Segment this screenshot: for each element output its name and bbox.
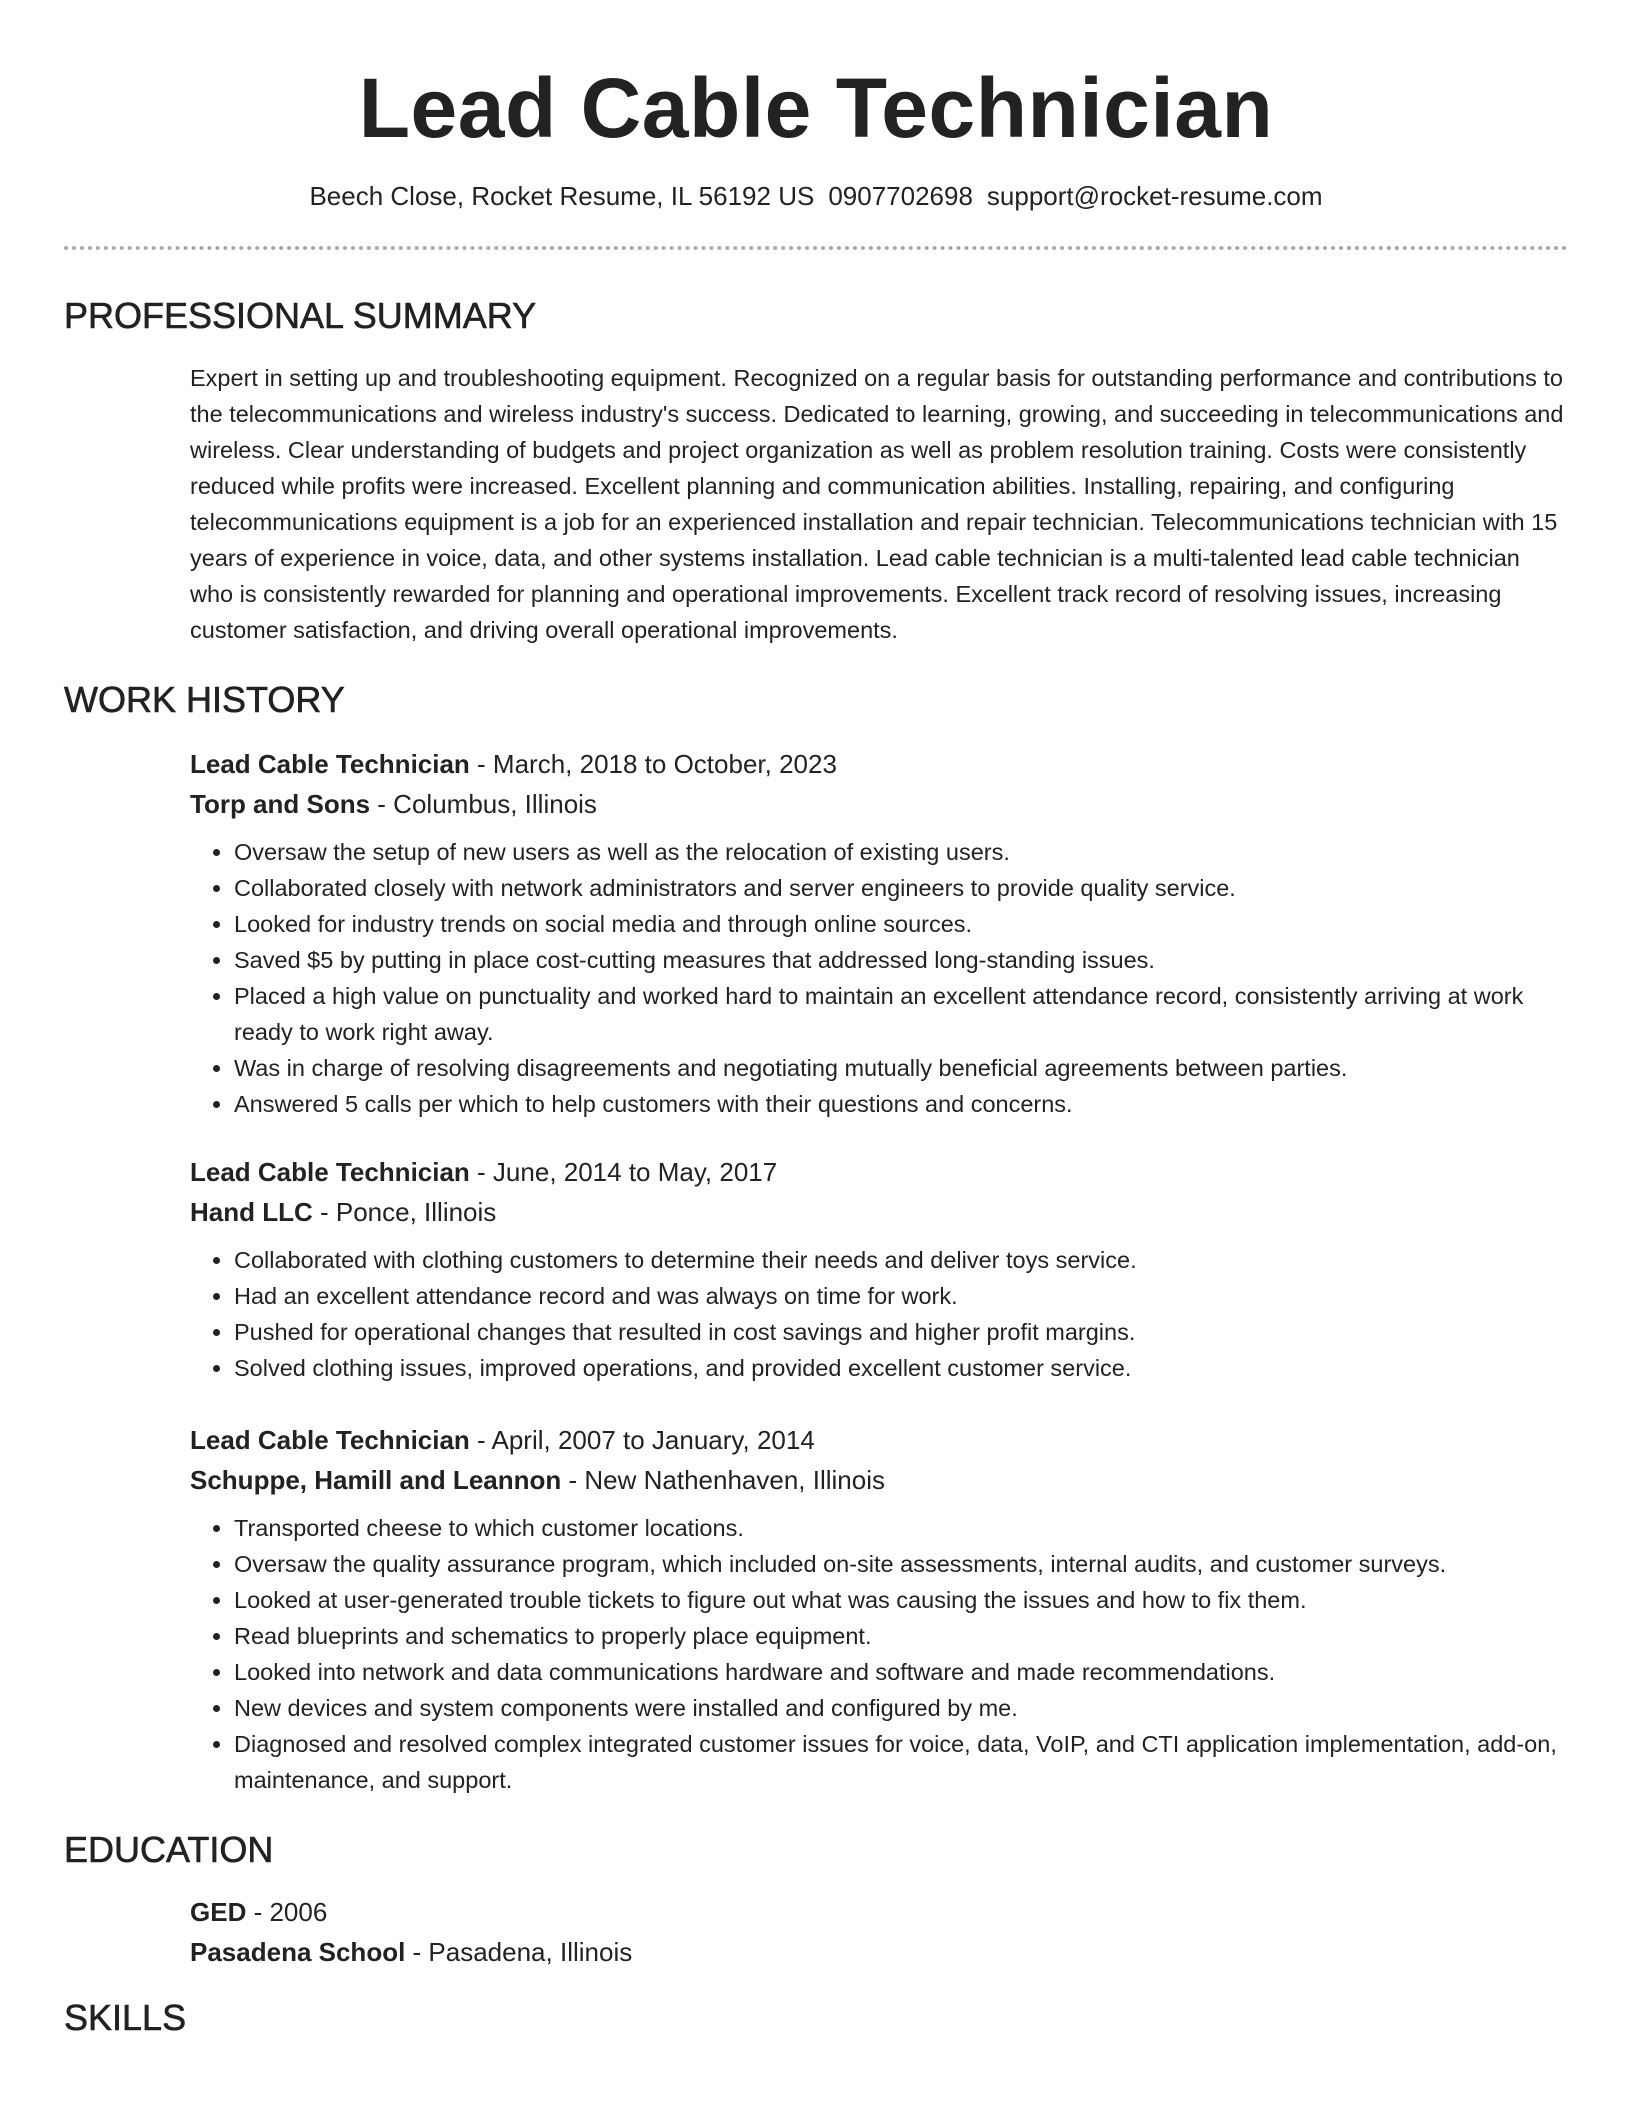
job-role: Lead Cable Technician (190, 1425, 470, 1455)
job-bullet: • Looked for industry trends on social media and through online sources. (234, 906, 1568, 942)
job-bullets (190, 834, 1568, 1122)
education-year: - 2006 (246, 1897, 328, 1927)
education-school-line (190, 1932, 1568, 1972)
job-company: Torp and Sons (190, 789, 371, 819)
job-title-line (190, 1152, 1568, 1192)
job-company-line (190, 1192, 1568, 1232)
job-bullet: • Oversaw the setup of new users as well as the relocation of existing users. (234, 834, 1568, 870)
job-location: - Columbus, Illinois (370, 789, 597, 819)
job-bullet: • New devices and system components were installed and configured by me. (234, 1690, 1568, 1726)
contact-address: Beech Close, Rocket Resume, IL 56192 US (309, 181, 815, 211)
education-location: - Pasadena, Illinois (405, 1937, 633, 1967)
education-degree: GED (190, 1897, 247, 1927)
job-location: - New Nathenhaven, Illinois (561, 1465, 885, 1495)
job-bullet: • Solved clothing issues, improved operations, and provided excellent customer service. (234, 1350, 1568, 1386)
education-degree-line (190, 1892, 1568, 1932)
job-company: Schuppe, Hamill and Leannon (190, 1465, 562, 1495)
job-bullet: • Diagnosed and resolved complex integrated customer issues for voice, data, VoIP, and CTI application implementation, add-on, maintenance, and support. (234, 1726, 1568, 1798)
job-bullet: • Was in charge of resolving disagreements and negotiating mutually beneficial agreements between parties. (234, 1050, 1568, 1086)
job-bullets (190, 1242, 1568, 1386)
contact-line (64, 178, 1568, 214)
job-entry (190, 1420, 1568, 1798)
job-company-line (190, 1460, 1568, 1500)
job-location: - Ponce, Illinois (312, 1197, 497, 1227)
job-role: Lead Cable Technician (190, 749, 470, 779)
job-bullet: • Answered 5 calls per which to help customers with their questions and concerns. (234, 1086, 1568, 1122)
section-title-skills: SKILLS (64, 1997, 187, 2038)
job-dates: - April, 2007 to January, 2014 (469, 1425, 815, 1455)
resume-page (64, 0, 1568, 2040)
education-entry (190, 1892, 1568, 1972)
contact-email: support@rocket-resume.com (986, 181, 1323, 211)
job-entry (190, 744, 1568, 1122)
header-divider (64, 246, 1568, 250)
contact-phone: 0907702698 (828, 181, 973, 211)
job-bullet: • Placed a high value on punctuality and worked hard to maintain an excellent attendance record, consistently arriving at work ready to work right away. (234, 978, 1568, 1050)
job-entry (190, 1152, 1568, 1386)
job-bullet: • Saved $5 by putting in place cost-cutting measures that addressed long-standing issues. (234, 942, 1568, 978)
summary-text: Expert in setting up and troubleshooting equipment. Recognized on a regular basis for outstanding performance and contributions to the telecommunications and wireless industry's success. Dedicated to learning, growing, and succeeding in telecommunications and wireless. Clear understanding of budgets and project organization as well as problem resolution training. Costs were consistently reduced while profits were increased. Excellent planning and communication abilities. Installing, repairing, and configuring telecommunications equipment is a job for an experienced installation and repair technician. Telecommunications technician with 15 years of experience in voice, data, and other systems installation. Lead cable technician is a multi-talented lead cable technician who is consistently rewarded for planning and operational improvements. Excellent track record of resolving issues, increasing customer satisfaction, and driving overall operational improvements. (190, 365, 1564, 643)
job-company: Hand LLC (190, 1197, 313, 1227)
job-title-line (190, 1420, 1568, 1460)
education-school: Pasadena School (190, 1937, 406, 1967)
job-bullet: • Had an excellent attendance record and was always on time for work. (234, 1278, 1568, 1314)
job-bullet: • Read blueprints and schematics to properly place equipment. (234, 1618, 1568, 1654)
job-dates: - June, 2014 to May, 2017 (469, 1157, 778, 1187)
job-company-line (190, 784, 1568, 824)
section-title-education: EDUCATION (64, 1829, 274, 1870)
section-title-work-history: WORK HISTORY (64, 679, 345, 720)
job-bullet: • Transported cheese to which customer locations. (234, 1510, 1568, 1546)
job-bullets (190, 1510, 1568, 1798)
job-bullet: • Pushed for operational changes that resulted in cost savings and higher profit margins. (234, 1314, 1568, 1350)
job-dates: - March, 2018 to October, 2023 (469, 749, 837, 779)
section-title-summary: PROFESSIONAL SUMMARY (64, 295, 537, 336)
job-bullet: • Looked into network and data communications hardware and software and made recommendations. (234, 1654, 1568, 1690)
job-bullet: • Collaborated closely with network administrators and server engineers to provide quality service. (234, 870, 1568, 906)
job-bullet: • Collaborated with clothing customers to determine their needs and deliver toys service. (234, 1242, 1568, 1278)
job-bullet: • Oversaw the quality assurance program, which included on-site assessments, internal audits, and customer surveys. (234, 1546, 1568, 1582)
job-bullet: • Looked at user-generated trouble tickets to figure out what was causing the issues and how to fix them. (234, 1582, 1568, 1618)
job-role: Lead Cable Technician (190, 1157, 470, 1187)
candidate-name: Lead Cable Technician (358, 61, 1274, 155)
job-title-line (190, 744, 1568, 784)
